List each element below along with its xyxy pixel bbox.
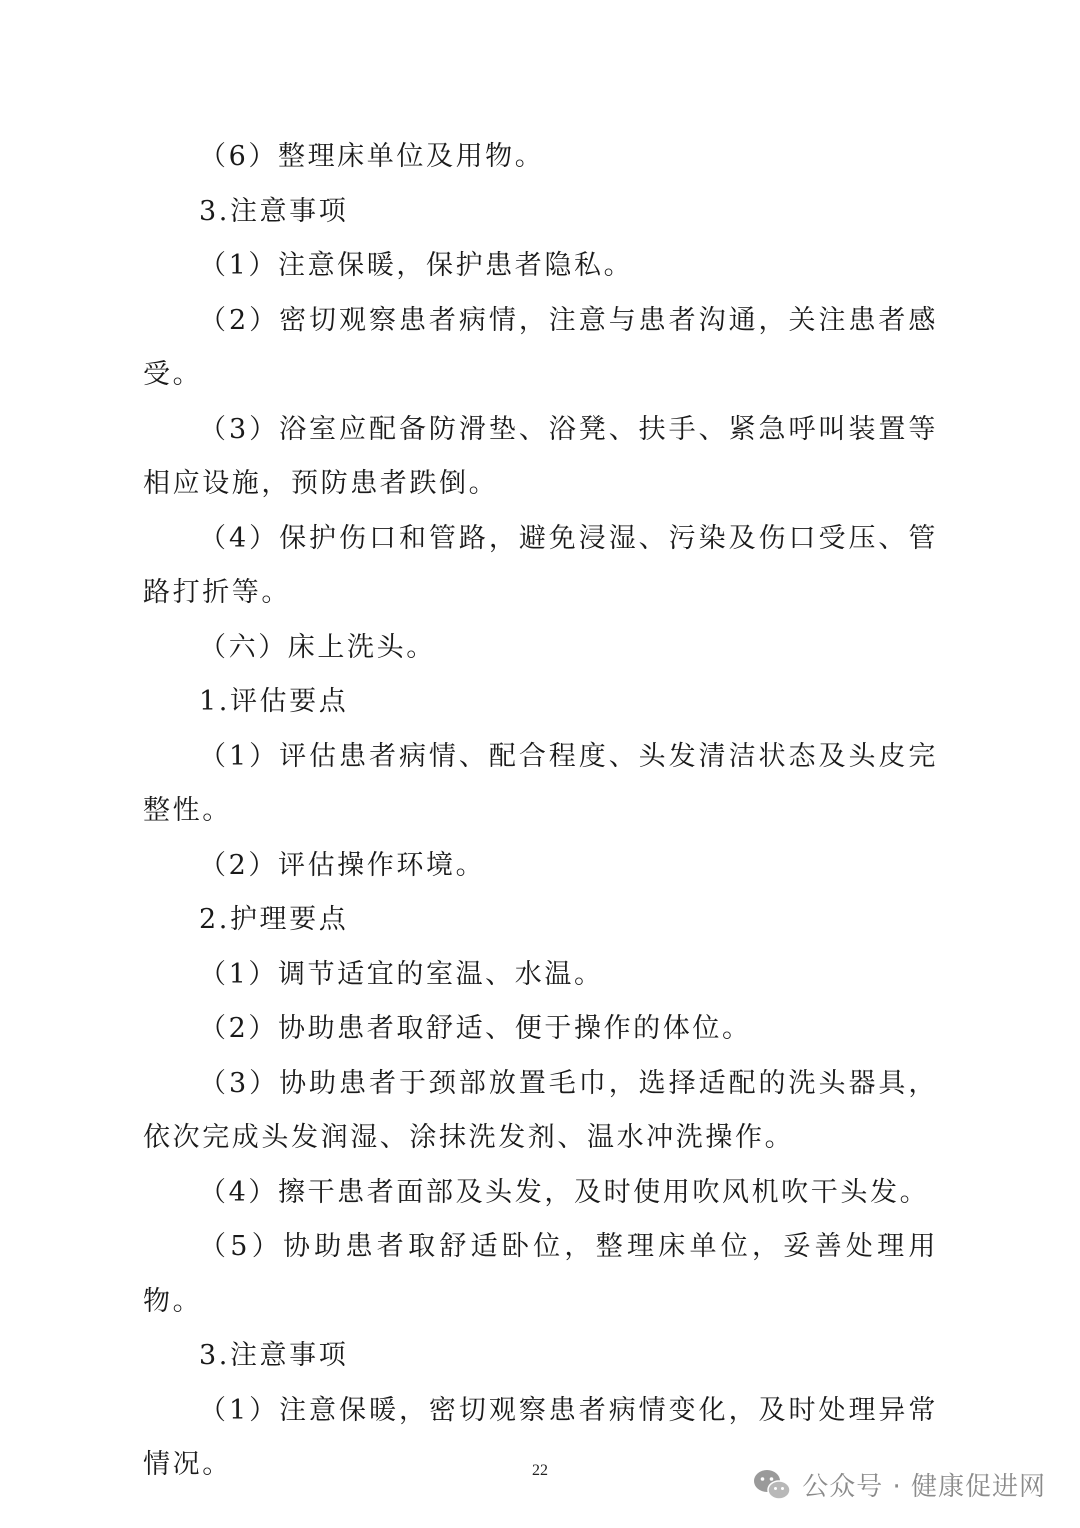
paragraph: （1）调节适宜的室温、水温。 xyxy=(199,958,604,990)
watermark xyxy=(752,1466,1046,1503)
section-heading: 2.护理要点 xyxy=(199,904,349,935)
document-body xyxy=(143,130,938,1493)
paragraph: （1）注意保暖，密切观察患者病情变化，及时处理异常情况。 xyxy=(143,1394,938,1480)
paragraph: （4）保护伤口和管路，避免浸湿、污染及伤口受压、管路打折等。 xyxy=(143,522,938,608)
paragraph: （6）整理床单位及用物。 xyxy=(199,141,545,172)
paragraph: （1）评估患者病情、配合程度、头发清洁状态及头皮完整性。 xyxy=(143,740,938,826)
section-heading: 3.注意事项 xyxy=(199,195,349,227)
paragraph: （3）协助患者于颈部放置毛巾，选择适配的洗头器具，依次完成头发润湿、涂抹洗发剂、温水冲洗操作。 xyxy=(143,1067,938,1153)
chapter-heading: （六）床上洗头。 xyxy=(199,631,436,663)
watermark-text: 公众号 · 健康促进网 xyxy=(802,1472,1046,1502)
wechat-icon xyxy=(752,1468,792,1502)
paragraph: （1）注意保暖，保护患者隐私。 xyxy=(199,250,634,281)
paragraph: （4）擦干患者面部及头发，及时使用吹风机吹干头发。 xyxy=(199,1176,930,1208)
paragraph: （2）密切观察患者病情，注意与患者沟通，关注患者感受。 xyxy=(143,304,938,390)
paragraph: （2）协助患者取舒适、便于操作的体位。 xyxy=(199,1013,752,1044)
paragraph: （2）评估操作环境。 xyxy=(199,849,486,881)
paragraph: （3）浴室应配备防滑垫、浴凳、扶手、紧急呼叫装置等相应设施，预防患者跌倒。 xyxy=(143,413,938,499)
section-heading: 3.注意事项 xyxy=(199,1340,349,1371)
paragraph: （5）协助患者取舒适卧位，整理床单位，妥善处理用物。 xyxy=(143,1231,938,1317)
section-heading: 1.评估要点 xyxy=(199,686,349,717)
page-number: 22 xyxy=(532,1462,548,1479)
